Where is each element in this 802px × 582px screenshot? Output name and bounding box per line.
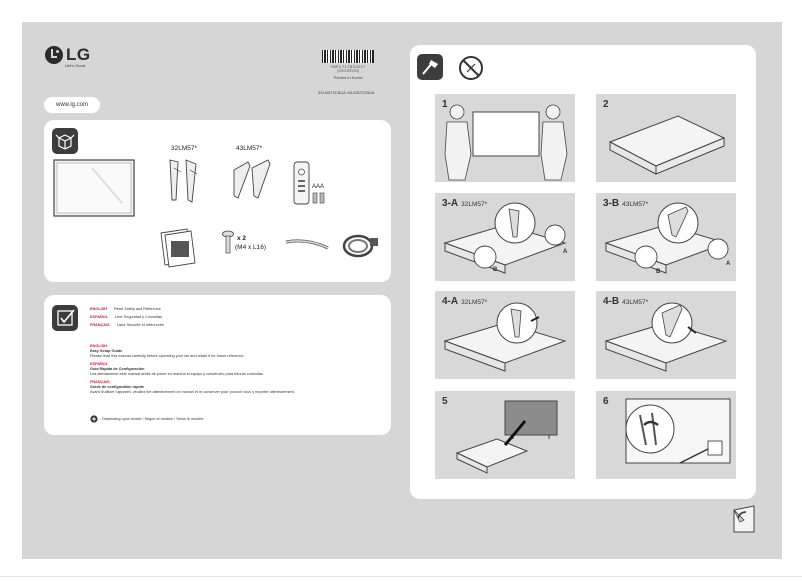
cable-holder-illustration — [284, 236, 330, 254]
step-3b-model: 43LM57* — [622, 201, 649, 208]
step-6-panel — [596, 391, 736, 479]
lang-title-spanish: Leer Seguridad y Consultas — [115, 315, 162, 319]
step-1-illustration — [435, 94, 575, 182]
manuals-illustration — [157, 225, 199, 269]
box-icon — [52, 128, 78, 154]
step-4b-num-text: 4-B — [603, 296, 620, 307]
stand-a-illustration — [166, 156, 206, 204]
step-5-number: 5 — [442, 396, 448, 407]
model-b-label: 43LM57* — [236, 145, 263, 152]
step-3b-number — [603, 198, 648, 209]
guide-es-lang: ESPAÑOL — [90, 362, 109, 366]
step-5-panel — [435, 391, 575, 479]
step-3a-number — [442, 198, 487, 209]
guide-fr-lang: FRANÇAIS — [90, 380, 110, 384]
guide-en-title: Easy Setup Guide — [90, 349, 123, 353]
steps-card — [410, 45, 756, 499]
battery-label: AAA — [312, 184, 325, 190]
step-2-panel — [596, 94, 736, 182]
barcode — [322, 50, 374, 63]
step-2-illustration — [596, 94, 736, 182]
step-1-number: 1 — [442, 99, 448, 110]
lg-logo — [45, 45, 91, 65]
callout-b-2: B — [656, 269, 661, 275]
tv-illustration — [52, 158, 138, 220]
parts-card — [44, 120, 391, 282]
screw-size: (M4 x L16) — [235, 244, 267, 251]
step-2-number: 2 — [603, 99, 609, 110]
lang-row-english — [90, 307, 161, 311]
guide-en-lang: ENGLISH — [90, 344, 107, 348]
lang-title-english: Read Safety and Reference — [113, 307, 161, 311]
part-code: (1903-REV00) — [336, 69, 360, 73]
barcode-number: *MFL71783201* — [330, 64, 366, 69]
step-4a-num-text: 4-A — [442, 296, 459, 307]
step-4a-number — [442, 296, 487, 307]
step-3a-model: 32LM57* — [461, 201, 488, 208]
step-6-illustration — [596, 391, 736, 479]
screw-icon — [221, 230, 235, 256]
page-divider — [0, 576, 802, 577]
no-liquid-icon — [457, 54, 485, 82]
language-card — [44, 295, 391, 435]
lang-title-french: Lisez Sécurité et références — [116, 323, 164, 327]
step-3a-num-text: 3-A — [442, 198, 459, 209]
step-6-number: 6 — [603, 396, 609, 407]
guide-es-title: Guía Rápida de Configuración — [90, 367, 145, 371]
screw-quantity: x 2 — [237, 235, 247, 242]
step-4b-model: 43LM57* — [622, 299, 649, 306]
callout-b: B — [493, 267, 498, 273]
model-numbers: 32LM572CBUA 43LM572CBUA — [318, 90, 375, 95]
model-a-label: 32LM57* — [171, 145, 198, 152]
model-note: : Depending upon model / Según el modelo / Selon le modèle — [100, 417, 204, 421]
step-1-panel — [435, 94, 575, 182]
no-cleaning-icon — [417, 54, 443, 80]
step-5-illustration — [435, 391, 575, 479]
step-4a-panel — [435, 291, 575, 379]
step-4a-model: 32LM57* — [461, 299, 488, 306]
guide-es-text: Lea atentamente este manual antes de poner en marcha el equipo y consérvelo para futuras consultas. — [90, 372, 264, 376]
guide-fr-title: Guide de configuration rapide — [90, 385, 145, 389]
step-3b-panel — [596, 193, 736, 281]
checklist-icon — [52, 305, 78, 331]
printed-in: Printed in Korea — [333, 75, 363, 80]
brand-tagline: Life's Good — [65, 63, 86, 68]
power-cord-illustration — [340, 228, 382, 262]
step-4b-panel — [596, 291, 736, 379]
step-4b-number — [603, 296, 648, 307]
step-3b-num-text: 3-B — [603, 198, 620, 209]
callout-a: A — [563, 249, 568, 255]
website-link[interactable]: www.lg.com — [44, 97, 100, 113]
callout-a-2: A — [726, 261, 731, 267]
lang-code-french: FRANÇAIS — [90, 323, 110, 327]
lang-row-spanish — [90, 315, 162, 319]
lg-logo-icon — [45, 46, 63, 64]
lang-code-spanish: ESPAÑOL — [90, 315, 109, 319]
guide-en-text: Please read this manual carefully before operating your set and retain it for future reference. — [90, 354, 245, 358]
remote-control-illustration — [291, 160, 313, 206]
plus-icon — [90, 415, 98, 423]
lang-code-english: ENGLISH — [90, 307, 107, 311]
lang-row-french — [90, 323, 164, 327]
brand-name: LG — [66, 45, 91, 64]
battery-icon — [312, 192, 326, 204]
page-turn-icon — [730, 504, 756, 534]
step-3a-panel — [435, 193, 575, 281]
stand-b-illustration — [232, 156, 276, 204]
guide-fr-text: Avant d'utiliser l'appareil, veuillez lire attentivement ce manuel et le conserver pour pouvoir vous y reporter ultérieurement. — [90, 390, 295, 394]
